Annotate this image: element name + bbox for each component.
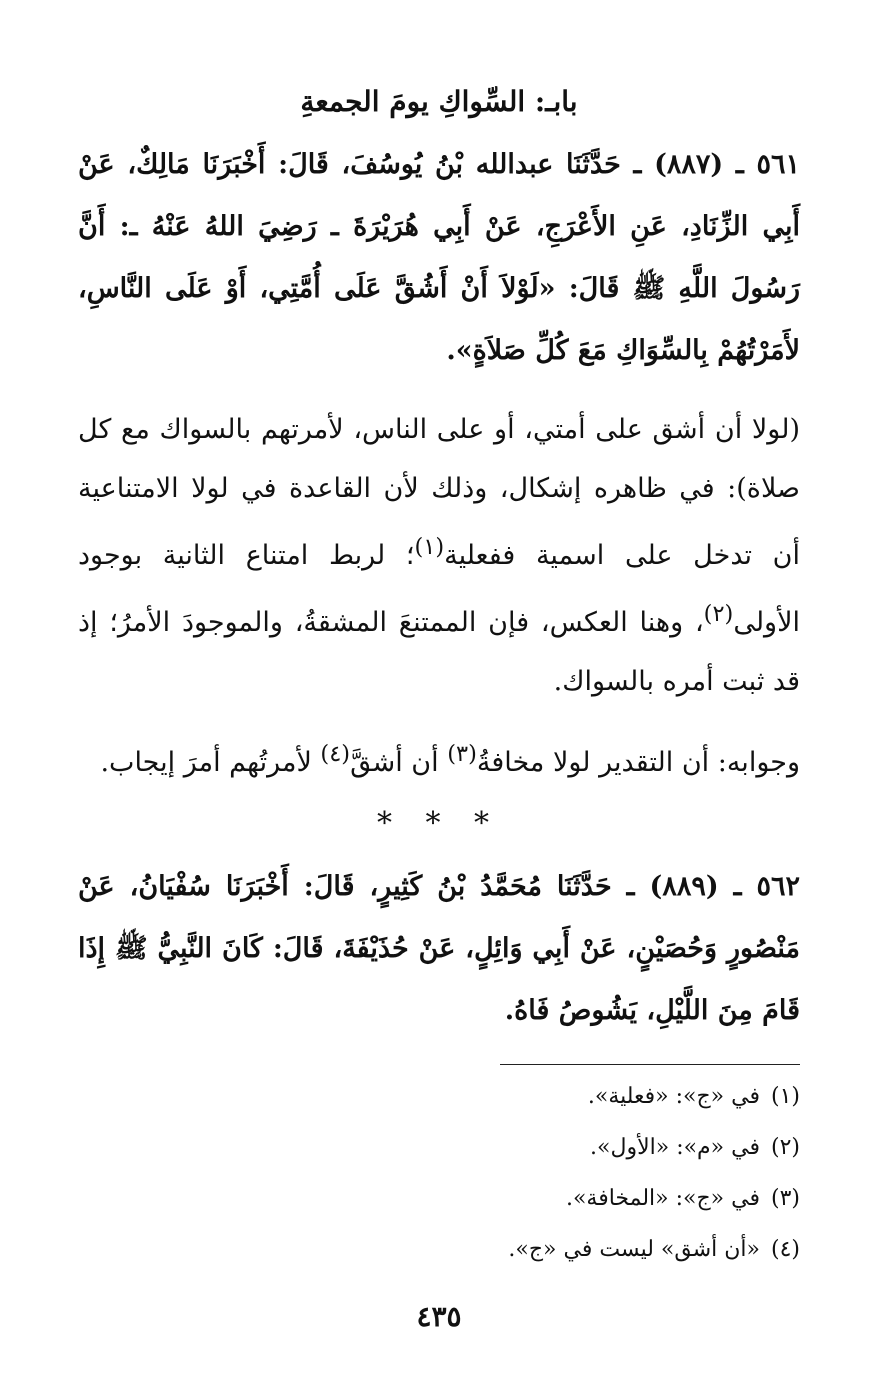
footnote-ref-2[interactable]: (٢) bbox=[703, 601, 734, 627]
answer-text-3: لأمرتُهم أمرَ إيجاب. bbox=[100, 747, 321, 778]
commentary-text-1: (لولا أن أشق على أمتي، أو على الناس، لأمرتهم بالسواك مع كل صلاة): في ظاهره إشكال، وذلك لأن القاعدة في لولا الامتناعية أن تدخل على اسمية ففعلية bbox=[78, 414, 800, 571]
answer-text-2: أن أشقَّ bbox=[350, 747, 448, 778]
footnote-ref-1[interactable]: (١) bbox=[414, 534, 445, 560]
footnote-text: في «ج»: «فعلية». bbox=[587, 1084, 760, 1109]
footnote-item bbox=[78, 1122, 800, 1173]
chapter-title: بابـ: السِّواكِ يومَ الجمعةِ bbox=[300, 85, 578, 118]
footnote-number: (٢) bbox=[770, 1135, 800, 1160]
footnote-divider bbox=[500, 1064, 800, 1065]
commentary-text-3: ، وهنا العكس، فإن الممتنعَ المشقةُ، والموجودَ الأمرُ؛ إذ قد ثبت أمره بالسواك. bbox=[78, 607, 800, 697]
footnote-item bbox=[78, 1224, 800, 1275]
book-page bbox=[78, 70, 800, 1337]
commentary-text-2: ؛ لربط امتناع الثانية بوجود الأولى bbox=[78, 540, 800, 638]
hadith-561: ٥٦١ ـ (٨٨٧) ـ حَدَّثَنَا عبدالله بْنُ يُوسُفَ، قَالَ: أَخْبَرَنَا مَالِكٌ، عَنْ أَبِي الزِّنَادِ، عَنِ الأَعْرَجِ، عَنْ أَبِي هُرَيْرَةَ ـ رَضِيَ اللهُ عَنْهُ ـ: أَنَّ رَسُولَ اللَّهِ ﷺ قَالَ: «لَوْلاَ أَنْ أَشُقَّ عَلَى أُمَّتِي، أَوْ عَلَى النَّاسِ، لأَمَرْتُهُمْ بِالسِّوَاكِ مَعَ كُلِّ صَلاَةٍ». bbox=[78, 149, 800, 366]
footnote-ref-3[interactable]: (٣) bbox=[447, 741, 477, 767]
footnote-list bbox=[78, 1071, 800, 1275]
footnote-number: (٤) bbox=[770, 1237, 800, 1262]
footnote-text: في «م»: «الأول». bbox=[590, 1135, 760, 1160]
footnote-ref-4[interactable]: (٤) bbox=[320, 741, 351, 767]
page-number: ٤٣٥ bbox=[416, 1300, 462, 1333]
footnote-number: (١) bbox=[770, 1084, 800, 1109]
commentary-paragraph bbox=[78, 400, 800, 711]
hadith-562: ٥٦٢ ـ (٨٨٩) ـ حَدَّثَنَا مُحَمَّدُ بْنُ كَثِيرٍ، قَالَ: أَخْبَرَنَا سُفْيَانُ، عَنْ مَنْصُورٍ وَحُصَيْنٍ، عَنْ أَبِي وَائِلٍ، عَنْ حُذَيْفَةَ، قَالَ: كَانَ النَّبِيُّ ﷺ إِذَا قَامَ مِنَ اللَّيْلِ، يَشُوصُ فَاهُ. bbox=[78, 871, 800, 1026]
footnote-number: (٣) bbox=[770, 1186, 800, 1211]
footnote-item bbox=[78, 1173, 800, 1224]
answer-paragraph bbox=[78, 725, 800, 792]
footnote-text: «أن أشق» ليست في «ج». bbox=[508, 1237, 760, 1262]
footnote-item bbox=[78, 1071, 800, 1122]
footnote-text: في «ج»: «المخافة». bbox=[565, 1186, 760, 1211]
answer-text-1: وجوابه: أن التقدير لولا مخافةُ bbox=[476, 747, 800, 778]
section-separator: * * * bbox=[376, 806, 502, 841]
